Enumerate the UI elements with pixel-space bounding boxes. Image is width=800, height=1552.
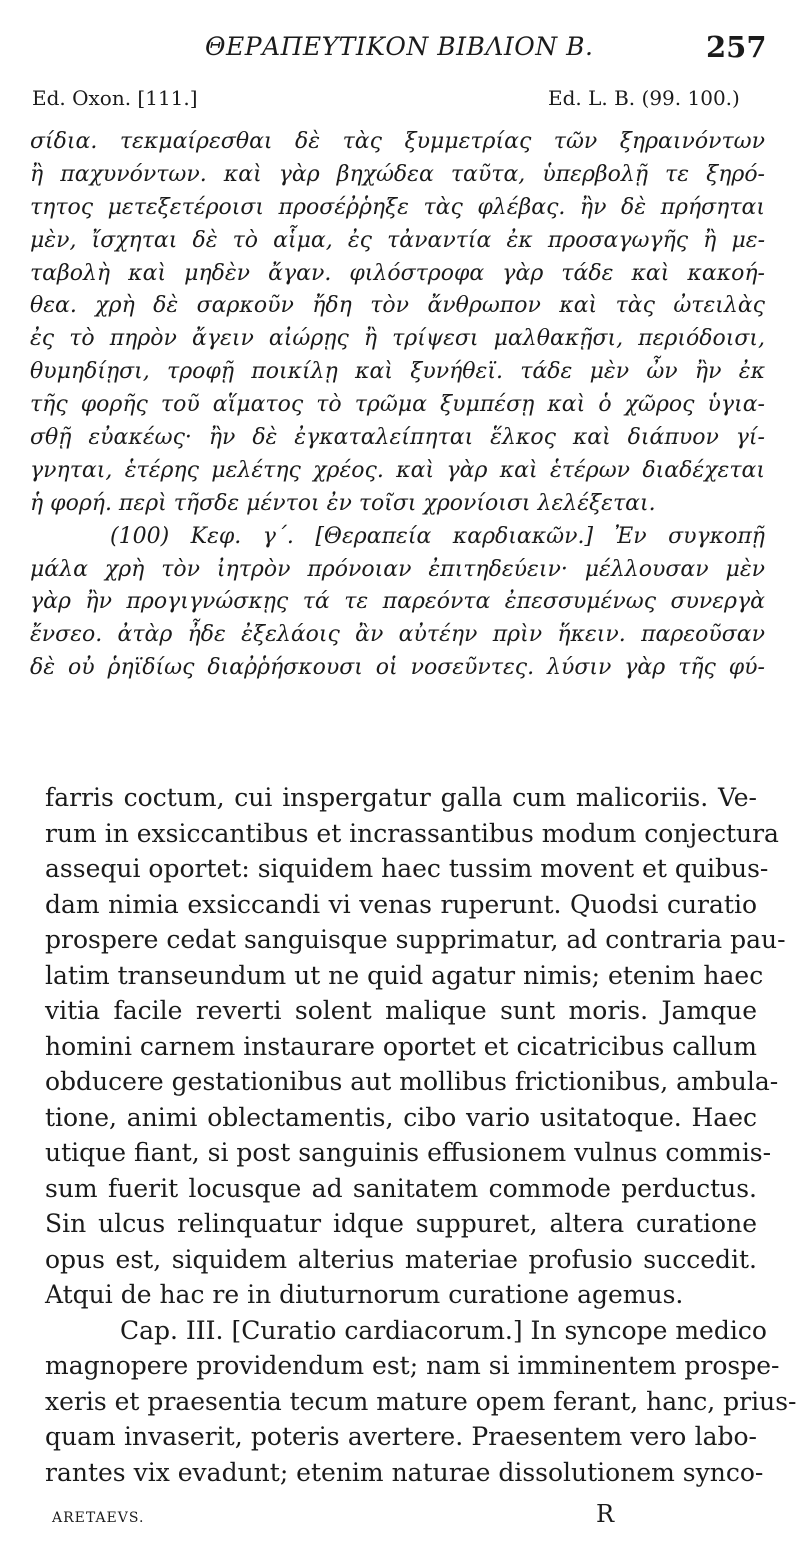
greek-line: δὲ οὐ ῥηϊδίως διαῤῥήσκουσι οἱ νοσεῦντες. λύσιν γὰρ τῆς φύ-	[30, 655, 765, 681]
latin-line: xeris et praesentia tecum mature opem ferant, hanc, prius-	[45, 1386, 797, 1416]
latin-section-heading: Cap. III. [Curatio cardiacorum.] In syncope medico	[120, 1315, 767, 1345]
greek-section-heading: (100) Κεφ. γ΄. [Θεραπεία καρδιακῶν.] Ἐν συγκοπῇ	[110, 523, 765, 549]
greek-text-block	[30, 126, 765, 685]
latin-line: latim transeundum ut ne quid agatur nimis; etenim haec	[45, 960, 764, 990]
latin-line: rum in exsiccantibus et incrassantibus modum conjectura	[45, 818, 779, 848]
printer-signature: ARETAEVS.	[52, 1510, 145, 1526]
latin-line: homini carnem instaurare oportet et cicatricibus callum	[45, 1031, 757, 1061]
latin-line: tione, animi oblectamentis, cibo vario usitatoque. Haec	[45, 1102, 757, 1132]
latin-line: dam nimia exsiccandi vi venas ruperunt. Quodsi curatio	[45, 889, 757, 919]
edition-reference-left: Ed. Oxon. [111.]	[32, 86, 198, 110]
latin-line: Atqui de hac re in diuturnorum curatione agemus.	[45, 1280, 684, 1309]
greek-line: σίδια. τεκμαίρεσθαι δὲ τὰς ξυμμετρίας τῶν ξηραινόντων	[30, 129, 765, 154]
running-title: ΘΕΡΑΠΕΥΤΙΚΟΝ ΒΙΒΛΙΟΝ Β.	[205, 32, 594, 61]
greek-line: ἢ παχυνόντων. καὶ γὰρ βηχώδεα ταῦτα, ὑπερβολῇ τε ξηρό-	[30, 161, 765, 187]
latin-line: rantes vix evadunt; etenim naturae dissolutionem synco-	[45, 1457, 764, 1487]
greek-line: γνηται, ἑτέρης μελέτης χρέος. καὶ γὰρ καὶ ἑτέρων διαδέχεται	[30, 457, 765, 483]
greek-line: ἔνσεο. ἀτὰρ ἦδε ἐξελάοις ἂν αὐτέην πρὶν ἥκειν. παρεοῦσαν	[30, 622, 765, 648]
signature-mark: R	[596, 1500, 615, 1528]
greek-line: μάλα χρὴ τὸν ἰητρὸν πρόνοιαν ἐπιτηδεύειν· μέλλουσαν μὲν	[30, 556, 765, 582]
greek-line: ἐς τὸ πηρὸν ἄγειν αἰώρῃς ἢ τρίψεσι μαλθακῇσι, περιόδοισι,	[30, 326, 765, 352]
latin-line: obducere gestationibus aut mollibus frictionibus, ambula-	[45, 1067, 779, 1096]
latin-line: quam invaserit, poteris avertere. Praesentem vero labo-	[45, 1422, 757, 1451]
greek-line: ταβολὴ καὶ μηδὲν ἄγαν. φιλόστροφα γὰρ τάδε καὶ κακοή-	[30, 260, 765, 286]
latin-line: vitia facile reverti solent malique sunt moris. Jamque	[45, 996, 757, 1025]
greek-line: θεα. χρὴ δὲ σαρκοῦν ἤδη τὸν ἄνθρωπον καὶ τὰς ὠτειλὰς	[30, 293, 765, 319]
latin-line: Sin ulcus relinquatur idque suppuret, altera curatione	[45, 1209, 757, 1238]
latin-line: farris coctum, cui inspergatur galla cum malicoriis. Ve-	[45, 783, 757, 812]
latin-line: sum fuerit locusque ad sanitatem commode perductus.	[45, 1173, 757, 1203]
latin-line: magnopere providendum est; nam si imminentem prospe-	[45, 1351, 780, 1380]
latin-line: opus est, siquidem alterius materiae profusio succedit.	[45, 1244, 757, 1274]
greek-line: ἡ φορή. περὶ τῆσδε μέντοι ἐν τοῖσι χρονίοισι λελέξεται.	[30, 490, 656, 516]
greek-line: μὲν, ἴσχηται δὲ τὸ αἷμα, ἐς τἀναντία ἐκ προσαγωγῆς ἢ με-	[30, 227, 765, 253]
latin-text-block	[45, 780, 797, 1490]
greek-line: γὰρ ἢν προγιγνώσκῃς τά τε παρεόντα ἐπεσσυμένως συνεργὰ	[30, 589, 765, 615]
edition-reference-right: Ed. L. B. (99. 100.)	[548, 86, 740, 110]
page-number: 257	[706, 30, 767, 64]
greek-line: θυμηδίῃσι, τροφῇ ποικίλῃ καὶ ξυνήθεϊ. τάδε μὲν ὦν ἢν ἐκ	[30, 359, 765, 385]
latin-line: utique fiant, si post sanguinis effusionem vulnus commis-	[45, 1138, 772, 1167]
greek-line: τῆς φορῆς τοῦ αἵματος τὸ τρῶμα ξυμπέσῃ καὶ ὁ χῶρος ὑγια-	[30, 392, 765, 418]
latin-line: assequi oportet: siquidem haec tussim movent et quibus-	[45, 854, 769, 883]
latin-line: prospere cedat sanguisque supprimatur, ad contraria pau-	[45, 925, 786, 954]
greek-line: σθῇ εὐακέως· ἢν δὲ ἐγκαταλείπηται ἕλκος καὶ διάπυον γί-	[30, 425, 765, 451]
greek-line: τητος μετεξετέροισι προσέῤῥηξε τὰς φλέβας. ἢν δὲ πρήσηται	[30, 194, 765, 220]
